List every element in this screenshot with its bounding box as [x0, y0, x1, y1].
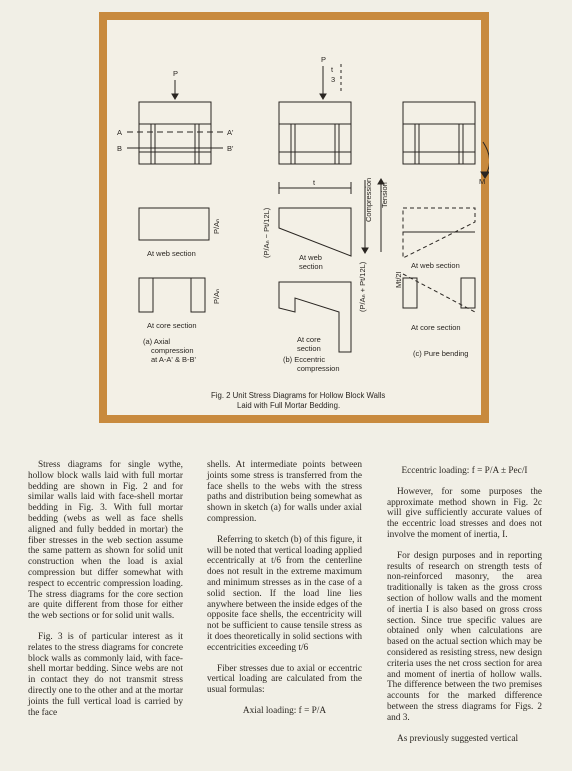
subcaption-b-1: (b) Eccentric	[283, 355, 326, 364]
stress-diagram-figure	[99, 12, 489, 423]
section-b-right: B'	[227, 144, 234, 153]
ecc-plus-formula: (P/Aₙ + Pt/12L)	[358, 261, 367, 312]
load-label-b: P	[321, 55, 327, 64]
col1-paragraph-1: Stress diagrams for single wythe, hollow block walls laid with full mortar bedding are shown in Fig. 2 and for similar walls laid with face-shell mortar bedding in Fig. 3. With full mortar bedding (webs as well as face shells aligned and fully bedded in mortar) the fiber stresses in the web section assume the same pattern as shown for solid unit construction when the load is axial compression but differ somewhat with respect to eccentric compression loading. The stress diagrams for the core section are quite different from those for either the web sections or for solid unit walls.	[28, 460, 183, 622]
section-a-right: A'	[227, 128, 234, 137]
caption-line-2: Laid with Full Mortar Bedding.	[237, 401, 341, 410]
compression-label: Compression	[364, 177, 373, 222]
bending-stress-formula: Mt/2I	[394, 271, 403, 288]
col2-paragraph-2: Referring to sketch (b) of this figure, it will be noted that vertical loading applied eccentrically at t/6 from the centerline does not result in the extreme maximum and minimum stresses as in the case of a solid section. If the load line lies anywhere between the inside edges of the opposite face shells, the eccentricity will not be sufficient to cause tensile stress as it does theoretically in solid sections with eccentricities exceeding t/6	[207, 534, 362, 653]
axial-web-label: At web section	[147, 249, 196, 258]
tension-label: Tension	[380, 182, 389, 208]
moment-arrow	[483, 142, 489, 176]
t-dimension-label: t	[313, 178, 316, 187]
ecc-web-label-1: At web	[299, 253, 322, 262]
col3-paragraph-3: As previously suggested vertical	[397, 733, 519, 744]
axial-core-label: At core section	[147, 321, 197, 330]
axial-web-stress-label: P/Aₙ	[212, 218, 221, 234]
ecc-web-label-2: section	[299, 262, 323, 271]
axial-core-stress-label: P/Aₙ	[212, 288, 221, 304]
ecc-core-label-2: section	[297, 344, 321, 353]
subcaption-c: (c) Pure bending	[413, 349, 469, 358]
text-column-2	[207, 460, 362, 727]
figure-frame	[99, 12, 489, 423]
third-den: 3	[331, 75, 336, 84]
caption-line-1: Fig. 2 Unit Stress Diagrams for Hollow Block Walls	[211, 391, 386, 400]
load-label-a: P	[173, 69, 179, 78]
col2-paragraph-1: shells. At intermediate points between joints some stress is transferred from the face shells to the webs with the stress paths and distribution being somewhat as shown in sketch (a) for walls under axial compression.	[207, 460, 362, 524]
section-b-left: B	[117, 144, 123, 153]
ecc-core-label-1: At core	[297, 335, 321, 344]
bending-web-label: At web section	[411, 261, 460, 270]
moment-label: M	[479, 177, 486, 186]
bending-core-label: At core section	[411, 323, 461, 332]
col1-paragraph-2: Fig. 3 is of particular interest as it relates to the stress diagrams for concrete block walls as commonly laid, with face-shell mortar bedding. Since webs are not in contact they do not transmit stress directly one to the other and at the mortar joints the full vertical load is carried by the face	[28, 631, 183, 718]
col3-paragraph-2: For design purposes and in reporting results of research on strength tests of non-reinforced masonry, the area traditionally is taken as the gross cross section of hollow walls and the moment of inertia I is also based on gross cross section. Since true specific values are obtained only when calculations are based on the actual section which may be considered as resisting stress, new design criteria uses the net cross section for area and moment of inertia of hollow walls. The difference between the two premises accounts for the marked difference between the stress diagrams for Figs. 2 and 3.	[387, 550, 542, 723]
text-column-1	[28, 460, 183, 728]
col2-paragraph-3: Fiber stresses due to axial or eccentric vertical loading are calculated from the usual formulas:	[207, 663, 362, 696]
subcaption-a-2: compression	[151, 346, 194, 355]
section-a-left: A	[117, 128, 123, 137]
subcaption-b-2: compression	[297, 364, 340, 373]
third-num: t	[331, 65, 334, 74]
ecc-minus-formula: (P/Aₙ − Pt/12L)	[262, 207, 271, 258]
eccentric-loading-formula: Eccentric loading: f = P/A ± Pec/I	[401, 466, 528, 476]
col3-paragraph-1: However, for some purposes the approximate method shown in Fig. 2c will give sufficiently accurate values of the eccentric load stresses and does not involve the moment of inertia, I.	[387, 486, 542, 540]
subcaption-a-1: (a) Axial	[143, 337, 171, 346]
axial-loading-formula: Axial loading: f = P/A	[242, 705, 327, 716]
text-column-3	[387, 460, 542, 754]
subcaption-a-3: at A-A' & B-B'	[151, 355, 196, 364]
